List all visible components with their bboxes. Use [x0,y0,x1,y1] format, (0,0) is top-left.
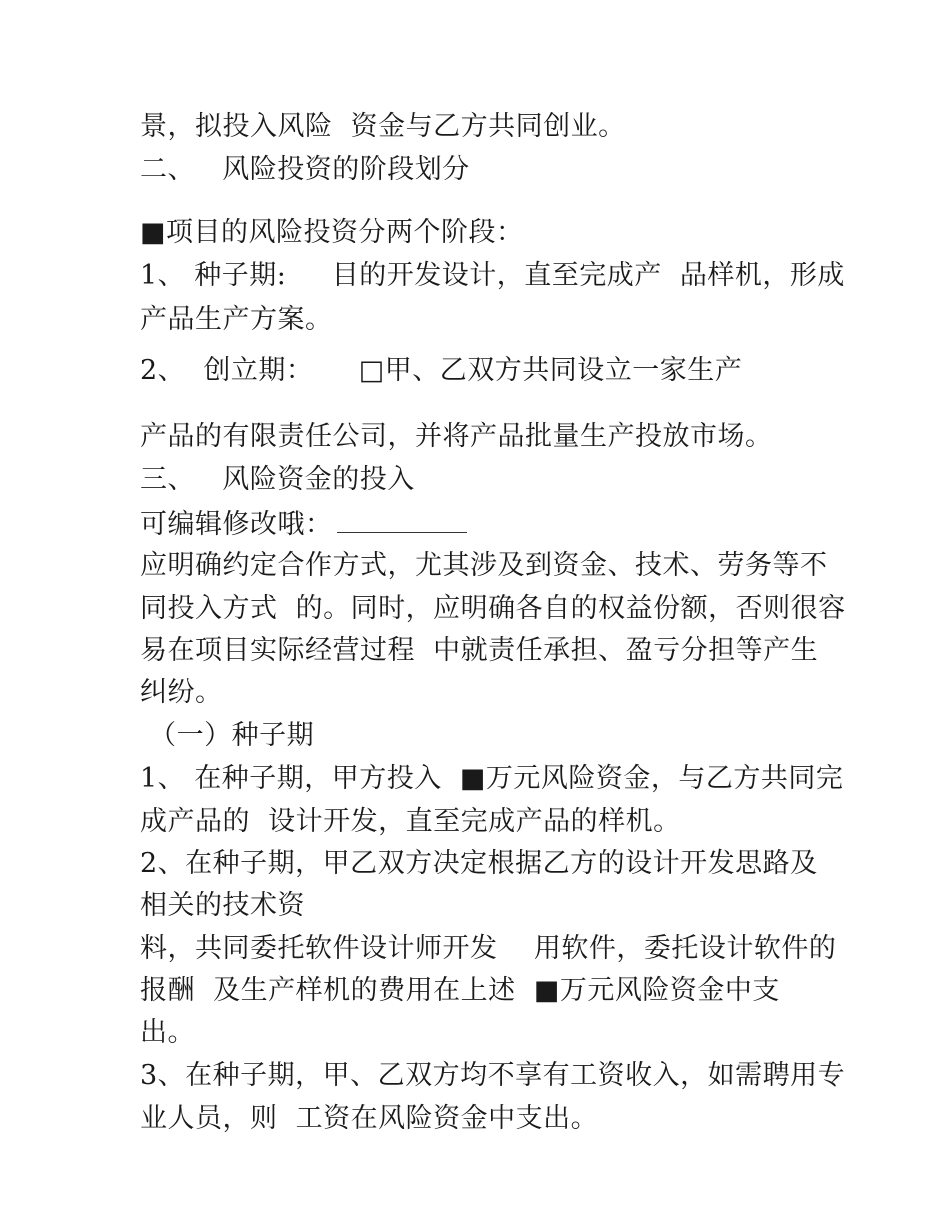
editable-note-label: 可编辑修改哦： [140,509,333,540]
editable-note [140,506,467,542]
text-line: 相关的技术资 [140,890,305,921]
text-line: 成产品的 设计开发，直至完成产品的样机。 [140,806,681,837]
section-heading-2: 二、 风险投资的阶段划分 [140,154,470,185]
text-line: 应明确约定合作方式，尤其涉及到资金、技术、劳务等不 [140,550,828,581]
text-line: ■项目的风险投资分两个阶段： [140,217,524,248]
list-item: 2、在种子期，甲乙双方决定根据乙方的设计开发思路及 [140,848,818,879]
text-line: 报酬 及生产样机的费用在上述 ■万元风险资金中支 [140,975,780,1006]
section-heading-3: 三、 风险资金的投入 [140,464,415,495]
text-line: 料，共同委托软件设计师开发 用软件，委托设计软件的 [140,933,837,964]
list-item: 3、在种子期，甲、乙双方均不享有工资收入，如需聘用专 [140,1060,846,1091]
list-item: 1、 种子期: 目的开发设计，直至完成产 品样机，形成 [140,260,845,291]
text-line: 易在项目实际经营过程 中就责任承担、盈亏分担等产生 [140,635,819,666]
text-line: 产品生产方案。 [140,304,333,335]
list-item: 2、 创立期： □甲、乙双方共同设立一家生产 [140,355,743,386]
text-line: 出。 [140,1017,195,1048]
text-line: 景，拟投入风险 资金与乙方共同创业。 [140,111,626,142]
subsection-heading: （一）种子期 [140,720,315,751]
text-line: 业人员，则 工资在风险资金中支出。 [140,1103,599,1134]
text-line: 纠纷。 [140,677,223,708]
text-line: 产品的有限责任公司，并将产品批量生产投放市场。 [140,421,773,452]
text-line: 同投入方式 的。同时，应明确各自的权益份额，否则很容 [140,593,846,624]
blank-field[interactable] [337,506,467,533]
list-item: 1、 在种子期，甲方投入 ■万元风险资金，与乙方共同完 [140,763,844,794]
